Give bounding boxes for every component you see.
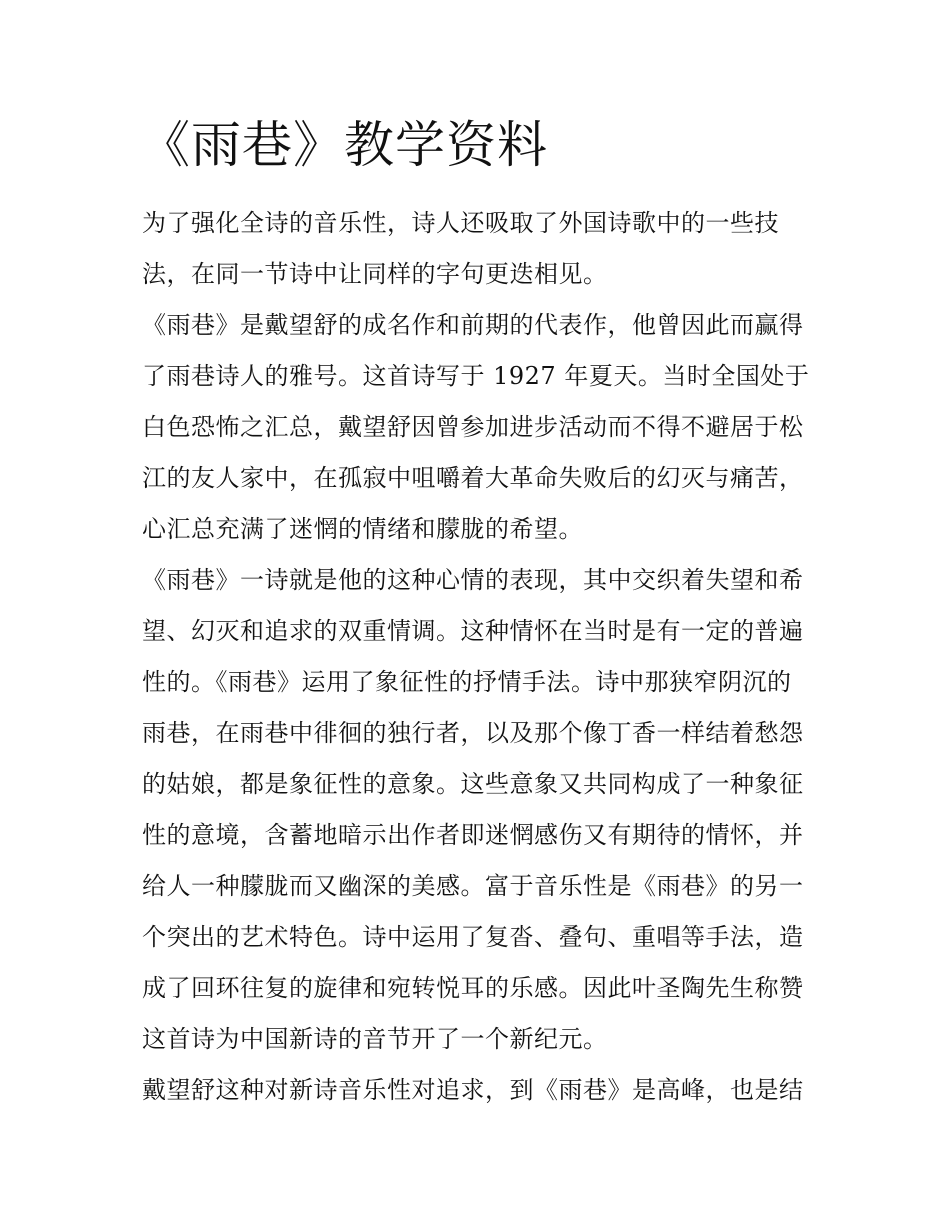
- document-body: [142, 198, 810, 1116]
- text-line: 的姑娘，都是象征性的意象。这些意象又共同构成了一种象征: [142, 770, 804, 798]
- text-line: 戴望舒这种对新诗音乐性对追求，到《雨巷》是高峰，也是结: [142, 1076, 804, 1104]
- text-line: 雨巷，在雨巷中徘徊的独行者，以及那个像丁香一样结着愁怨: [142, 719, 804, 747]
- document-title: 《雨巷》教学资料: [140, 116, 548, 174]
- text-line: 白色恐怖之汇总，戴望舒因曾参加进步活动而不得不避居于松: [142, 413, 804, 441]
- text-line: 给人一种朦胧而又幽深的美感。富于音乐性是《雨巷》的另一: [142, 872, 804, 900]
- paragraph-analysis: [142, 555, 810, 1065]
- text-line: 《雨巷》一诗就是他的这种心情的表现，其中交织着失望和希: [142, 566, 804, 594]
- text-line: 个突出的艺术特色。诗中运用了复沓、叠句、重唱等手法，造: [142, 923, 804, 951]
- text-line: 望、幻灭和追求的双重情调。这种情怀在当时是有一定的普遍: [142, 617, 804, 645]
- text-line: 这首诗为中国新诗的音节开了一个新纪元。: [142, 1025, 608, 1053]
- text-line: 为了强化全诗的音乐性，诗人还吸取了外国诗歌中的一些技: [142, 209, 779, 237]
- text-line: 心汇总充满了迷惘的情绪和朦胧的希望。: [142, 515, 583, 543]
- text-line: 成了回环往复的旋律和宛转悦耳的乐感。因此叶圣陶先生称赞: [142, 974, 804, 1002]
- text-line: 了雨巷诗人的雅号。这首诗写于 1927 年夏天。当时全国处于: [142, 362, 810, 390]
- text-line: 性的意境，含蓄地暗示出作者即迷惘感伤又有期待的情怀，并: [142, 821, 804, 849]
- text-line: 江的友人家中，在孤寂中咀嚼着大革命失败后的幻灭与痛苦，: [142, 464, 804, 492]
- text-line: 《雨巷》是戴望舒的成名作和前期的代表作，他曾因此而赢得: [142, 311, 804, 339]
- paragraph-background: [142, 300, 810, 555]
- text-line: 性的。《雨巷》运用了象征性的抒情手法。诗中那狭窄阴沉的: [142, 668, 792, 696]
- text-line: 法，在同一节诗中让同样的字句更迭相见。: [142, 260, 608, 288]
- paragraph-technique: [142, 198, 810, 300]
- paragraph-summary: [142, 1065, 810, 1116]
